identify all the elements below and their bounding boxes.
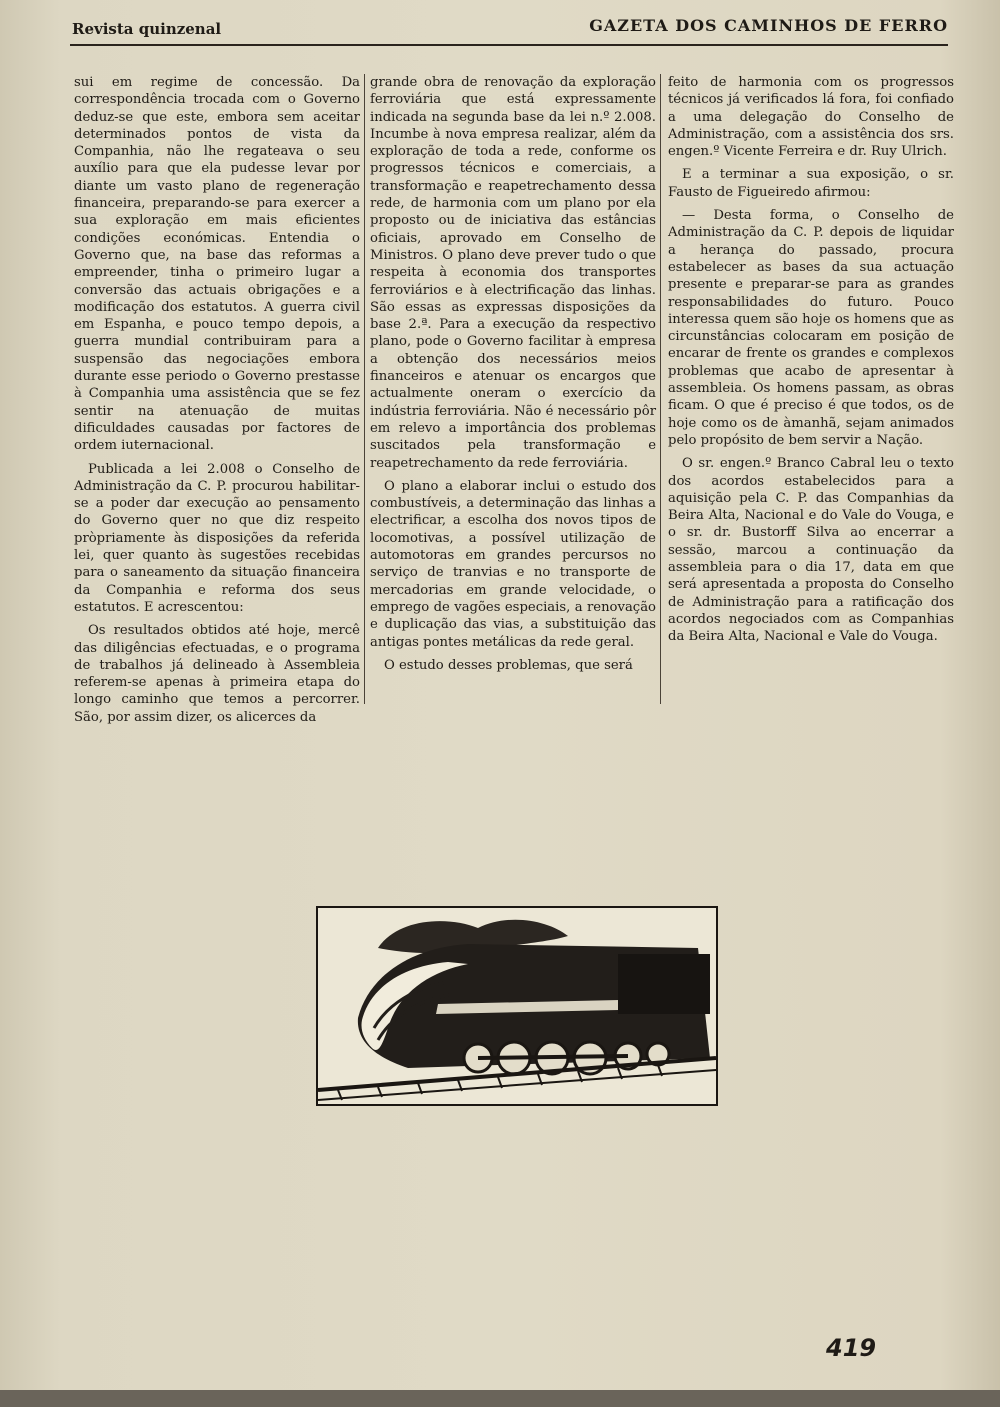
paragraph: O plano a elaborar inclui o estudo dos combustíveis, a determinação das linhas a electrificar, a escolha dos novos tipos de locomotivas, a possível utilização de automotoras em grandes percursos no serviço de tranvias e no transporte de mercadorias em grande velocidade, o emprego de vagões especiais, a renovação e duplicação das vias, a substituição das antigas pontes metálicas da rede geral. bbox=[370, 478, 656, 650]
paragraph: sui em regime de concessão. Da correspondência trocada com o Governo deduz-se que este, embora sem aceitar determinados pontos de vista da Companhia, não lhe regateava o seu auxílio para que ela pudesse levar por diante um vasto plano de regeneração financeira, preparando-se para exercer a sua exploração em mais eficientes condições económicas. Entendia o Governo que, na base das reformas a empreender, tinha o primeiro lugar a conversão das actuais obrigações e a modificação dos estatutos. A guerra civil em Espanha, e pouco tempo depois, a guerra mundial contribuiram para a suspensão das negociações embora durante esse periodo o Governo prestasse à Companhia uma assistência que se fez sentir na atenuação de muitas dificuldades causadas por factores de ordem iuternacional. bbox=[74, 75, 360, 454]
running-head-left: Revista quinzenal bbox=[72, 20, 222, 38]
paragraph: — Desta forma, o Conselho de Administração da C. P. depois de liquidar a herança do passado, procura estabelecer as bases da sua actuação presente e preparar-se para as grandes responsabilidades do futuro. Pouco interessa quem são hoje os homens que as circunstâncias colocaram em posição de encarar de frente os grandes e complexos problemas que acabo de apresentar à assembleia. Os homens passam, as obras ficam. O que é preciso é que todos, os de hoje como os de àmanhã, sejam animados pelo propósito de bem servir a Nação. bbox=[668, 208, 954, 448]
column-divider bbox=[660, 74, 661, 704]
page-number: 419 bbox=[826, 1334, 877, 1362]
text-column-3 bbox=[668, 74, 954, 652]
paragraph: grande obra de renovação da exploração ferroviária que está expressamente indicada na segunda base da lei n.º 2.008. Incumbe à nova empresa realizar, além da exploração de toda a rede, conforme os progressos técnicos e comerciais, a transformação e reapetrechamento dessa rede, de harmonia com um plano por ela proposto ou de iniciativa das estâncias oficiais, aprovado em Conselho de Ministros. O plano deve prever tudo o que respeita à economia dos transportes ferroviários e à electrificação das linhas. São essas as expressas disposições da base 2.ª. Para a execução da respectivo plano, pode o Governo facilitar à empresa a obtenção dos necessários meios financeiros e atenuar os encargos que actualmente oneram o exercício da indústria ferroviária. Não é necessário pôr em relevo a importância dos problemas suscitados pela transformação e reapetrechamento da rede ferroviária. bbox=[370, 75, 656, 471]
locomotive-illustration bbox=[316, 906, 718, 1106]
running-head-right: GAZETA DOS CAMINHOS DE FERRO bbox=[589, 16, 948, 35]
text-column-2 bbox=[370, 74, 656, 680]
text-column-1 bbox=[74, 74, 360, 732]
paragraph: Os resultados obtidos até hoje, mercê das diligências efectuadas, e o programa de trabalhos já delineado à Assembleia referem-se apenas à primeira etapa do longo caminho que temos a percorrer. São, por assim dizer, os alicerces da bbox=[74, 623, 360, 725]
column-divider bbox=[364, 74, 365, 704]
header-rule bbox=[70, 44, 948, 46]
paragraph: O estudo desses problemas, que será bbox=[384, 657, 633, 673]
paragraph: Publicada a lei 2.008 o Conselho de Administração da C. P. procurou habilitar-se a poder dar execução ao pensamento do Governo quer no que diz respeito pròpriamente às disposições da referida lei, quer quanto às sugestões recebidas para o saneamento da situação financeira da Companhia e reforma dos seus estatutos. E acrescentou: bbox=[74, 461, 360, 615]
paragraph: O sr. engen.º Branco Cabral leu o texto dos acordos estabelecidos para a aquisição pela C. P. das Companhias da Beira Alta, Nacional e do Vale do Vouga, e o sr. dr. Bustorff Silva ao encerrar a sessão, marcou a continuação da assembleia para o dia 17, data em que será apresentada a proposta do Conselho de Administração para a ratificação dos acordos negociados com as Companhias da Beira Alta, Nacional e Vale do Vouga. bbox=[668, 456, 954, 645]
page-bottom-edge bbox=[0, 1390, 1000, 1407]
streamlined-locomotive-icon bbox=[318, 908, 716, 1104]
paragraph: E a terminar a sua exposição, o sr. Fausto de Figueiredo afirmou: bbox=[668, 167, 954, 200]
paragraph: feito de harmonia com os progressos técnicos já verificados lá fora, foi confiado a uma delegação do Conselho de Administração, com a assistência dos srs. engen.º Vicente Ferreira e dr. Ruy Ulrich. bbox=[668, 75, 954, 160]
